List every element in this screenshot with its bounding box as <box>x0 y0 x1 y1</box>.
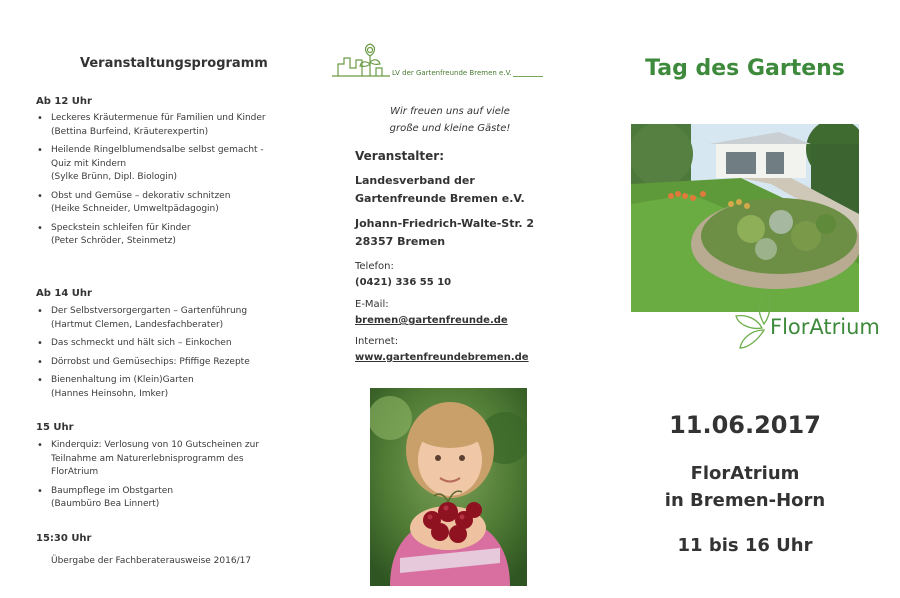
section-time: Ab 14 Uhr <box>36 288 92 299</box>
floratrium-logo-text: FlorAtrium <box>770 315 880 339</box>
logo-divider <box>513 76 543 77</box>
event-panel <box>600 0 900 598</box>
program-list <box>36 305 276 406</box>
organizer-city: 28357 Bremen <box>355 235 446 248</box>
list-item: • Baumpflege im Obstgarten (Baumbüro Bea Linnert) <box>36 485 276 512</box>
logo-text: LV der Gartenfreunde Bremen e.V. <box>392 69 512 77</box>
list-item: • Speckstein schleifen für Kinder (Peter Schröder, Steinmetz) <box>36 222 276 249</box>
section-time: 15:30 Uhr <box>36 533 92 544</box>
garden-photo <box>631 124 859 312</box>
organizer-name: Landesverband der <box>355 174 475 187</box>
phone-number: (0421) 336 55 10 <box>355 277 452 288</box>
email-link[interactable]: bremen@gartenfreunde.de <box>355 315 508 326</box>
list-item: • Bienenhaltung im (Klein)Garten (Hannes Heinsohn, Imker) <box>36 374 276 401</box>
organizer-heading: Veranstalter: <box>355 149 445 163</box>
program-list <box>36 439 276 517</box>
program-panel <box>0 0 300 598</box>
list-item: • Kinderquiz: Verlosung von 10 Gutscheinen zur Teilnahme am Naturerlebnisprogramm des FlorAtrium <box>36 439 276 480</box>
list-item: • Obst und Gemüse – dekorativ schnitzen (Heike Schneider, Umweltpädagogin) <box>36 190 276 217</box>
list-item: • Das schmeckt und hält sich – Einkochen <box>36 337 276 351</box>
program-item: Übergabe der Fachberaterausweise 2016/17 <box>51 556 252 566</box>
organizer-street: Johann-Friedrich-Walte-Str. 2 <box>355 217 535 230</box>
welcome-message: Wir freuen uns auf viele große und kleine Gäste! <box>389 106 511 134</box>
list-item: • Leckeres Kräutermenue für Familien und Kinder (Bettina Burfeind, Kräuterexpertin) <box>36 112 276 139</box>
section-time: Ab 12 Uhr <box>36 96 92 107</box>
section-time: 15 Uhr <box>36 422 74 433</box>
list-item: • Dörrobst und Gemüsechips: Pfiffige Rezepte <box>36 356 276 370</box>
event-location: in Bremen-Horn <box>664 490 826 511</box>
web-link[interactable]: www.gartenfreundebremen.de <box>355 352 529 363</box>
event-time: 11 bis 16 Uhr <box>677 535 813 556</box>
phone-label: Telefon: <box>355 261 394 272</box>
girl-with-cherries-photo <box>370 388 527 586</box>
email-label: E-Mail: <box>355 299 389 310</box>
organizer-name: Gartenfreunde Bremen e.V. <box>355 192 525 205</box>
program-title: Veranstaltungsprogramm <box>80 56 268 71</box>
list-item: • Heilende Ringelblumendsalbe selbst gemacht - Quiz mit Kindern (Sylke Brünn, Dipl. Biologin) <box>36 144 276 185</box>
event-location: FlorAtrium <box>690 463 800 484</box>
organizer-panel <box>300 0 600 598</box>
page-title: Tag des Gartens <box>645 56 845 81</box>
web-label: Internet: <box>355 336 399 347</box>
event-date: 11.06.2017 <box>669 411 821 439</box>
program-list <box>36 112 276 254</box>
list-item: • Der Selbstversorgergarten – Gartenführung (Hartmut Clemen, Landesfachberater) <box>36 305 276 332</box>
